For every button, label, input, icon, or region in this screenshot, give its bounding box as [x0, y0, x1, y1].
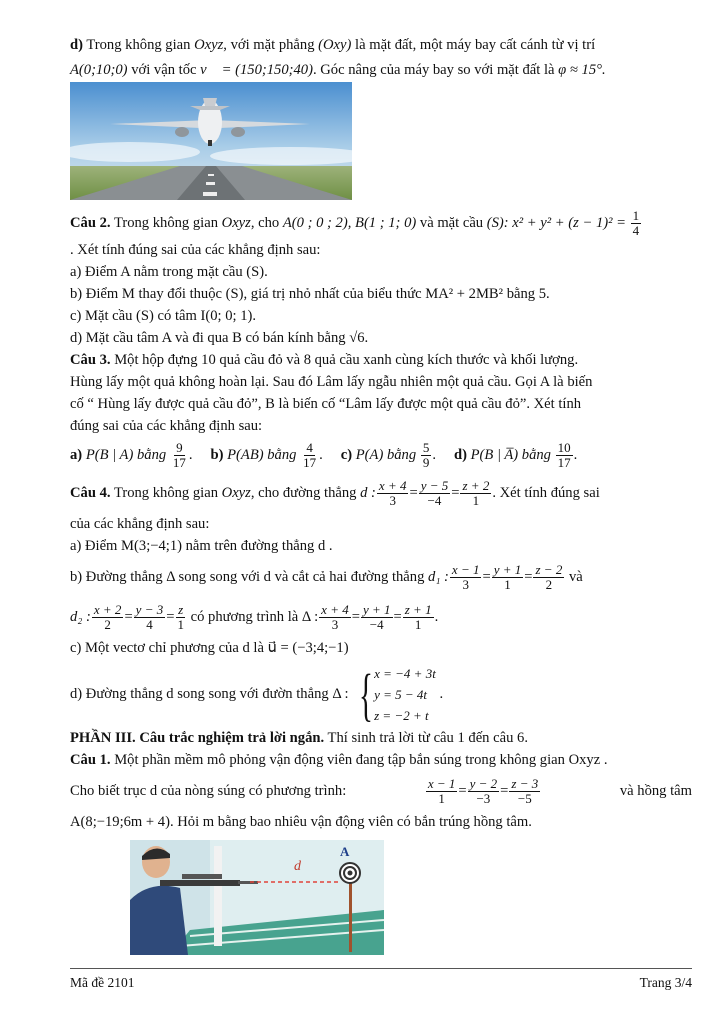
- math: φ ≈ 15°.: [558, 62, 606, 78]
- denominator: −3: [476, 791, 491, 807]
- q2-option-b: b) Điểm M thay đổi thuộc (S), giá trị nhỏ nhất của biểu thức MA² + 2MB² bằng 5.: [70, 286, 550, 302]
- fraction: [426, 777, 458, 806]
- q2-line-1: [70, 207, 692, 239]
- math: (Oxy): [318, 37, 352, 53]
- item-label: c): [340, 447, 353, 463]
- denominator: 1: [504, 577, 511, 593]
- equation-system: [352, 663, 436, 726]
- item-label: d): [70, 37, 83, 53]
- math: Oxyz: [221, 485, 251, 501]
- text: là mặt đất, một máy bay cất cánh từ vị trí: [355, 37, 596, 53]
- q-d-line-1: [70, 34, 692, 56]
- q4-option-b-line-1: b) Đường thẳng Δ song song với d và cắt cả hai đường thẳng d₁ : $\frac{x - 1}{3}$ = $\frac{y + 1}{1}$ = $\frac{z - 2}{2}$ và: [70, 562, 583, 593]
- math: P(B | A̅) bằng: [470, 447, 551, 463]
- numerator: 10: [557, 440, 571, 456]
- q4-option-c: c) Một vectơ chỉ phương của d là u⃗ = (−3;4;−1): [70, 640, 349, 656]
- math: d :: [360, 485, 376, 501]
- page-number: Trang 3/4: [639, 975, 692, 990]
- denominator: 1: [177, 617, 184, 633]
- fraction: [421, 441, 432, 470]
- fraction: [556, 441, 573, 470]
- math: B(1 ; 1; 0): [355, 215, 417, 231]
- q3-option-b: b) P(AB) bằng $\frac{4}{17}$ .: [210, 440, 323, 471]
- numerator: z + 1: [404, 602, 432, 618]
- math: Oxyz: [194, 37, 224, 53]
- numerator: x + 2: [93, 602, 122, 618]
- item-label: a): [70, 447, 83, 463]
- question-title: Câu 4.: [70, 485, 111, 501]
- denominator: 1: [472, 493, 480, 509]
- math: P(A) bằng: [355, 447, 417, 463]
- exam-code: Mã đề 2101: [70, 975, 135, 990]
- q3-line-4: đúng sai của các khẳng định sau:: [70, 418, 263, 434]
- q3-line-3: cố “ Hùng lấy được quả cầu đỏ”, B là biến cố “Lâm lấy được một quả cầu đỏ”. Xét tính: [70, 396, 582, 412]
- text: Trong không gian: [86, 37, 191, 53]
- denominator: −5: [517, 791, 532, 807]
- text: d) Đường thẳng d song song với đườn thẳng Δ :: [70, 686, 349, 702]
- fraction: [419, 479, 451, 508]
- text: Trong không gian: [113, 485, 218, 501]
- page-footer: [70, 968, 692, 991]
- q4-option-a: a) Điểm M(3;−4;1) nằm trên đường thẳng d .: [70, 538, 333, 554]
- text: Cho biết trục d của nòng súng có phương trình:: [70, 783, 347, 799]
- item-label: d): [453, 447, 467, 463]
- denominator: 17: [557, 455, 571, 471]
- item-label: b): [210, 447, 224, 463]
- text: , cho đường thẳng: [250, 485, 357, 501]
- q1-line-1: [70, 749, 692, 771]
- numerator: x + 4: [321, 602, 349, 618]
- numerator: z: [178, 602, 184, 618]
- q3-option-d: d) P(B | A̅) bằng $\frac{10}{17}$ .: [453, 440, 578, 471]
- equation-row: z = −2 + t: [374, 708, 429, 724]
- math: d₁ :: [428, 569, 449, 585]
- fraction: [492, 563, 524, 592]
- math: P(AB) bằng: [227, 447, 297, 463]
- q3-option-a: a) P(B | A) bằng $\frac{9}{17}$ .: [70, 440, 193, 471]
- question-title: Câu 2.: [70, 215, 111, 231]
- shooter-image: [130, 840, 384, 955]
- numerator: y + 1: [362, 602, 391, 618]
- equation-row: x = −4 + 3t: [374, 666, 436, 682]
- text: Thí sinh trả lời từ câu 1 đến câu 6.: [327, 730, 528, 746]
- fraction: [361, 603, 393, 632]
- text: và: [568, 569, 583, 585]
- text: Một phần mềm mô phỏng vận động viên đang tập bắn súng trong không gian Oxyz .: [114, 752, 608, 768]
- fraction: [631, 209, 642, 238]
- q1-line-2: Cho biết trục d của nòng súng có phương trình: $\frac{x - 1}{1}$ = $\frac{y - 2}{-3}$ = $\frac{z - 3}{-5}$ và hồng tâm: [70, 771, 692, 811]
- text: , cho: [250, 215, 280, 231]
- fraction: [468, 777, 500, 806]
- q4-option-b-line-2: d₂ : $\frac{x + 2}{2}$ = $\frac{y - 3}{4}$ = $\frac{z}{1}$ có phương trình là Δ : $\frac{x + 4}{3}$ = $\frac{y + 1}{-4}$ = $\frac{z + 1}{1}$ .: [70, 602, 439, 633]
- text: có phương trình là Δ :: [190, 609, 319, 625]
- math: Oxyz: [221, 215, 251, 231]
- fraction: [171, 441, 188, 470]
- numerator: x + 4: [378, 478, 407, 494]
- q2-option-d: d) Mặt cầu tâm A và đi qua B có bán kính bằng √6.: [70, 330, 369, 346]
- denominator: 4: [146, 617, 153, 633]
- part3-heading: [70, 727, 692, 749]
- denominator: 17: [172, 455, 186, 471]
- numerator: z − 3: [511, 776, 539, 792]
- text: và hồng tâm: [619, 783, 692, 799]
- denominator: 2: [545, 577, 553, 593]
- numerator: 5: [422, 440, 430, 456]
- text: Một hộp đựng 10 quả cầu đỏ và 8 quả cầu xanh cùng kích thước và khối lượng.: [114, 352, 579, 368]
- denominator: 1: [414, 617, 422, 633]
- math: v⃗ = (150;150;40): [200, 62, 313, 78]
- label-d: d: [294, 859, 301, 874]
- numerator: y − 5: [420, 478, 449, 494]
- airplane-illustration: [70, 82, 352, 200]
- q3-line-2: Hùng lấy một quả không hoàn lại. Sau đó Lâm lấy ngẫu nhiên một quả cầu. Gọi A là biến: [70, 374, 593, 390]
- text: và mặt cầu: [419, 215, 484, 231]
- math: A(0 ; 0 ; 2),: [282, 215, 352, 231]
- text: với vận tốc: [131, 62, 197, 78]
- equation-row: y = 5 − 4t: [374, 687, 428, 703]
- question-title: Câu 3.: [70, 352, 111, 368]
- q4-line-2: của các khẳng định sau:: [70, 516, 210, 532]
- airplane-image: [70, 82, 352, 200]
- q2-line-2: . Xét tính đúng sai của các khẳng định sau:: [70, 242, 321, 258]
- q4-line-1: Câu 4. Trong không gian Oxyz, cho đường thẳng d : $\frac{x + 4}{3}$ = $\frac{y - 5}{-4}$ = $\frac{z + 2}{1}$ . Xét tính đúng sai: [70, 478, 600, 509]
- denominator: −4: [369, 617, 384, 633]
- fraction: [450, 563, 482, 592]
- denominator: 3: [389, 493, 396, 509]
- numerator: 1: [632, 208, 640, 224]
- fraction: [460, 479, 491, 508]
- numerator: x − 1: [427, 776, 456, 792]
- math: A(0;10;0): [70, 62, 128, 78]
- denominator: 1: [438, 791, 445, 807]
- q4-option-d: d) Đường thẳng d song song với đườn thẳng Δ : { x = −4 + 3t y = 5 − 4t z = −2 + t .: [70, 661, 444, 727]
- q1-line-3: A(8;−19;6m + 4). Hỏi m bằng bao nhiêu vận động viên có bắn trúng hồng tâm.: [70, 814, 532, 830]
- fraction: [175, 603, 186, 632]
- question-title: Câu 1.: [70, 752, 111, 768]
- fraction: [377, 479, 409, 508]
- fraction: [134, 603, 166, 632]
- denominator: 4: [632, 223, 640, 239]
- fraction: [319, 603, 351, 632]
- q2-option-a: a) Điểm A nằm trong mặt cầu (S).: [70, 264, 268, 280]
- q2-option-c: c) Mặt cầu (S) có tâm I(0; 0; 1).: [70, 308, 257, 324]
- text: , với mặt phẳng: [223, 37, 315, 53]
- numerator: x − 1: [451, 562, 480, 578]
- numerator: y − 2: [469, 776, 498, 792]
- numerator: 4: [306, 440, 313, 456]
- q3-option-c: c) P(A) bằng $\frac{5}{9}$ .: [340, 440, 436, 471]
- numerator: 9: [176, 440, 183, 456]
- denominator: 3: [331, 617, 339, 633]
- text: . Xét tính đúng sai: [492, 485, 600, 501]
- fraction: [403, 603, 434, 632]
- shooter-illustration: [130, 840, 384, 955]
- denominator: 3: [462, 577, 469, 593]
- denominator: −4: [427, 493, 442, 509]
- math: d₂ :: [70, 609, 91, 625]
- math: P(B | A) bằng: [85, 447, 167, 463]
- q3-line-1: [70, 349, 692, 371]
- text: Trong không gian: [113, 215, 218, 231]
- denominator: 9: [422, 455, 430, 471]
- fraction: [533, 563, 564, 592]
- numerator: y − 3: [135, 602, 164, 618]
- math: (S): x² + y² + (z − 1)² =: [486, 215, 626, 231]
- numerator: z + 2: [462, 478, 490, 494]
- denominator: 17: [303, 455, 317, 471]
- fraction: [92, 603, 124, 632]
- q-d-line-2: [70, 59, 692, 81]
- numerator: z − 2: [535, 562, 563, 578]
- text: b) Đường thẳng Δ song song với d và cắt cả hai đường thẳng: [70, 569, 425, 585]
- fraction: [301, 441, 318, 470]
- section-title: PHẦN III. Câu trắc nghiệm trả lời ngắn.: [70, 730, 325, 746]
- label-A: A: [340, 844, 350, 859]
- brace-icon: {: [359, 661, 374, 727]
- fraction: [509, 777, 540, 806]
- denominator: 2: [104, 617, 111, 633]
- text: . Góc nâng của máy bay so với mặt đất là: [312, 62, 555, 78]
- numerator: y + 1: [493, 562, 522, 578]
- q3-options: [70, 437, 692, 473]
